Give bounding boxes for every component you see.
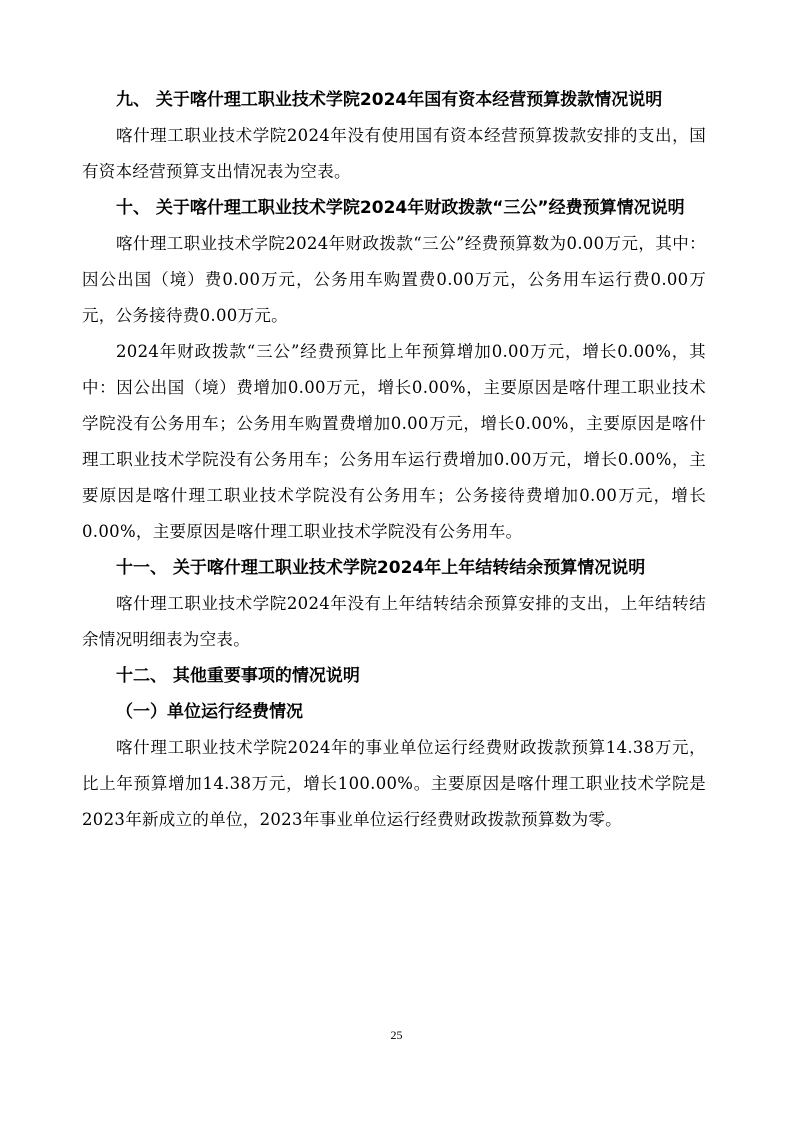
paragraph-carryover: 喀什理工职业技术学院2024年没有上年结转结余预算安排的支出，上年结转结余情况明细表为空表。 xyxy=(82,594,706,649)
section-heading-ten: 十、 关于喀什理工职业技术学院2024年财政拨款“三公”经费预算情况说明 xyxy=(116,198,685,218)
paragraph-state-capital: 喀什理工职业技术学院2024年没有使用国有资本经营预算拨款安排的支出，国有资本经营预算支出情况表为空表。 xyxy=(82,126,706,181)
section-heading-eleven: 十一、 关于喀什理工职业技术学院2024年上年结转结余预算情况说明 xyxy=(116,558,646,578)
page-number: 25 xyxy=(390,1028,403,1042)
document-body xyxy=(82,82,706,838)
section-heading-nine: 九、 关于喀什理工职业技术学院2024年国有资本经营预算拨款情况说明 xyxy=(116,90,663,110)
subheading-operating-funds: （一）单位运行经费情况 xyxy=(116,702,303,722)
section-heading-twelve: 十二、 其他重要事项的情况说明 xyxy=(116,666,360,686)
paragraph-operating-funds: 喀什理工职业技术学院2024年的事业单位运行经费财政拨款预算14.38万元，比上年预算增加14.38万元，增长100.00%。主要原因是喀什理工职业技术学院是2023年新成立的单位，2023年事业单位运行经费财政拨款预算数为零。 xyxy=(82,738,706,829)
paragraph-three-public-change: 2024年财政拨款“三公”经费预算比上年预算增加0.00万元，增长0.00%，其中：因公出国（境）费增加0.00万元，增长0.00%，主要原因是喀什理工职业技术学院没有公务用车；公务用车购置费增加0.00万元，增长0.00%，主要原因是喀什理工职业技术学院没有公务用车；公务用车运行费增加0.00万元，增长0.00%，主要原因是喀什理工职业技术学院没有公务用车；公务接待费增加0.00万元，增长0.00%，主要原因是喀什理工职业技术学院没有公务用车。 xyxy=(82,342,706,541)
paragraph-three-public-budget: 喀什理工职业技术学院2024年财政拨款“三公”经费预算数为0.00万元，其中：因公出国（境）费0.00万元，公务用车购置费0.00万元，公务用车运行费0.00万元，公务接待费0.00万元。 xyxy=(82,234,706,325)
